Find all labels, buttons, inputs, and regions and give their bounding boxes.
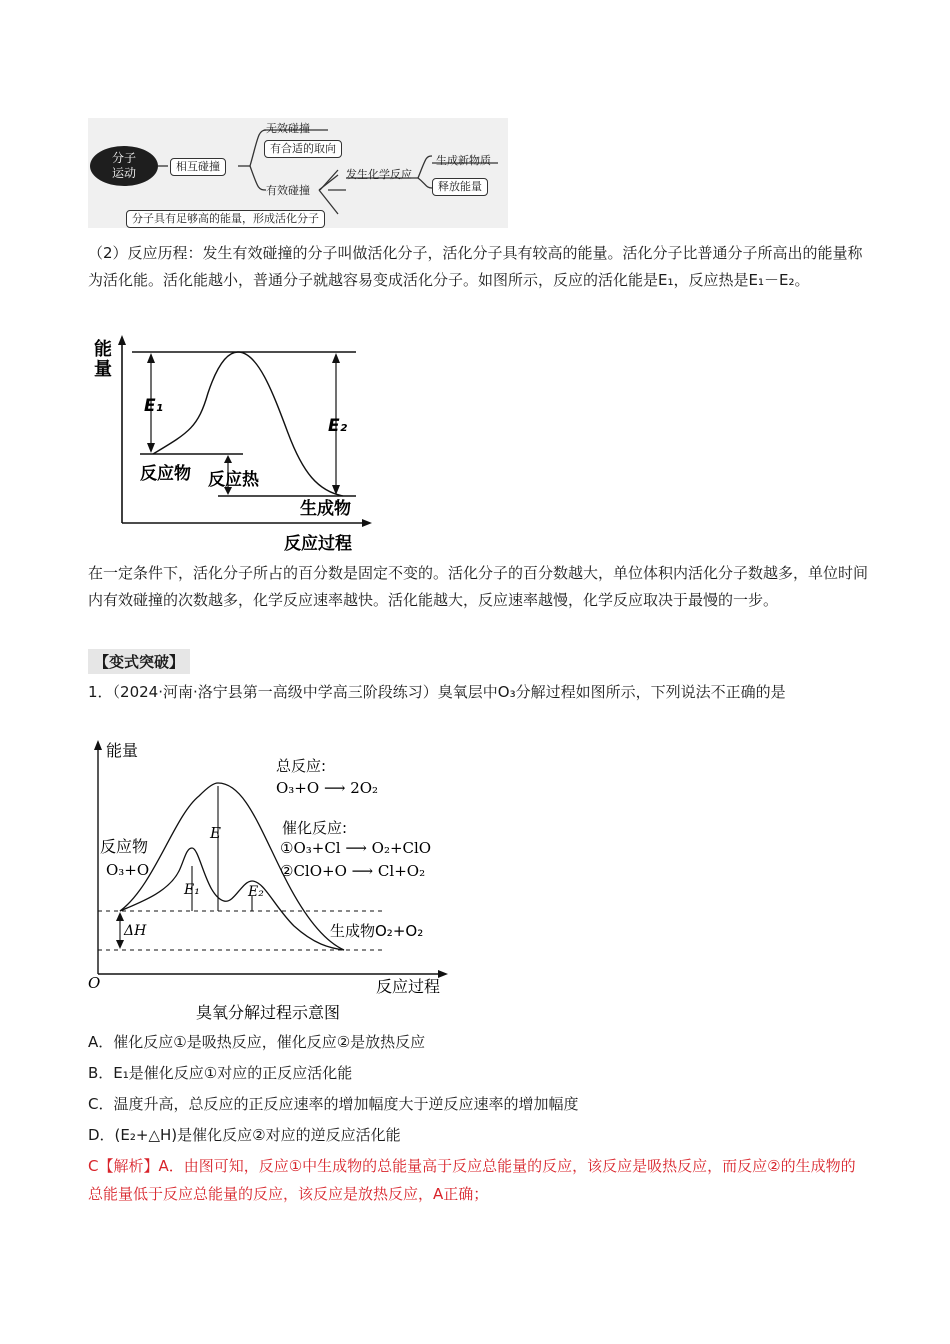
section-tag: 【变式突破】 [88, 649, 190, 674]
option-b: B．E₁是催化反应①对应的正反应活化能 [88, 1064, 353, 1082]
reactant-formula: O₃+O [106, 861, 150, 879]
option-d: D．(E₂+△H)是催化反应②对应的逆反应活化能 [88, 1126, 401, 1144]
reactants-label: 反应物 [140, 464, 191, 484]
node-ineffective: 无效碰撞 [266, 122, 310, 135]
paragraph-reaction-process: （2）反应历程：发生有效碰撞的分子叫做活化分子，活化分子具有较高的能量。活化分子比普通分子所高出的能量称为活化能。活化能越小，普通分子就越容易变成活化分子。如图所示，反应的活化能是E₁，反应热是E₁－E₂。 [88, 244, 863, 289]
x-axis-label: 反应过程 [376, 977, 441, 996]
y-axis-label: 能量 [106, 741, 139, 760]
total-reaction-title: 总反应: [276, 757, 327, 775]
product-label: 生成物O₂+O₂ [330, 922, 424, 940]
option-c: C．温度升高，总反应的正反应速率的增加幅度大于逆反应速率的增加幅度 [88, 1095, 579, 1113]
mind-map-root [90, 146, 158, 186]
paragraph-activation: 在一定条件下，活化分子所占的百分数是固定不变的。活化分子的百分数越大，单位体积内活化分子数越多，单位时间内有效碰撞的次数越多，化学反应速率越快。活化能越大，反应速率越慢，化学反应取决于最慢的一步。 [88, 564, 869, 609]
node-reaction: 发生化学反应 [346, 168, 412, 181]
products-label: 生成物 [300, 499, 351, 519]
energy-diagram-2 [84, 736, 484, 1028]
mind-map [88, 118, 508, 228]
x-axis-label: 反应过程 [284, 534, 352, 554]
question-1 [88, 679, 868, 705]
reactant-label: 反应物 [100, 837, 149, 856]
root-label: 分子运动 [111, 151, 136, 180]
e2-label: E₂ [248, 884, 264, 900]
option-a: A．催化反应①是吸热反应，催化反应②是放热反应 [88, 1033, 426, 1051]
total-reaction-equation: O₃+O ⟶ 2O₂ [276, 779, 379, 797]
e1-label: E₁ [184, 882, 200, 898]
question-number: 1． [88, 683, 113, 701]
question-text: （2024·河南·洛宁县第一高级中学高三阶段练习）臭氧层中O₃分解过程如图所示，下列说法不正确的是 [112, 683, 786, 701]
heat-label: 反应热 [208, 470, 259, 490]
origin-label: O [88, 974, 101, 992]
y-axis-label-2: 量 [94, 359, 112, 380]
catalytic-reaction-title: 催化反应: [282, 819, 348, 837]
delta-h-label: ΔH [124, 923, 147, 939]
node-release-energy: 释放能量 [432, 178, 488, 196]
y-axis-label-1: 能 [94, 339, 112, 360]
catalytic-equation-1: ①O₃+Cl ⟶ O₂+ClO [280, 839, 432, 857]
node-orientation: 有合适的取向 [264, 140, 342, 158]
e-label: E [210, 824, 221, 842]
node-activated: 分子具有足够高的能量，形成活化分子 [126, 210, 325, 228]
diagram-caption: 臭氧分解过程示意图 [196, 1003, 341, 1022]
answer-analysis: C【解析】A．由图可知，反应①中生成物的总能量高于反应总能量的反应，该反应是吸热反应，而反应②的生成物的总能量低于反应总能量的反应，该反应是放热反应，A正确； [88, 1157, 856, 1203]
node-new-substance: 生成新物质 [436, 154, 491, 167]
catalytic-equation-2: ②ClO+O ⟶ Cl+O₂ [280, 862, 426, 880]
node-effective: 有效碰撞 [266, 184, 310, 197]
energy-diagram-1 [88, 333, 378, 555]
node-collision: 相互碰撞 [170, 158, 226, 176]
e2-label: E₂ [328, 416, 348, 436]
e1-label: E₁ [144, 396, 164, 416]
